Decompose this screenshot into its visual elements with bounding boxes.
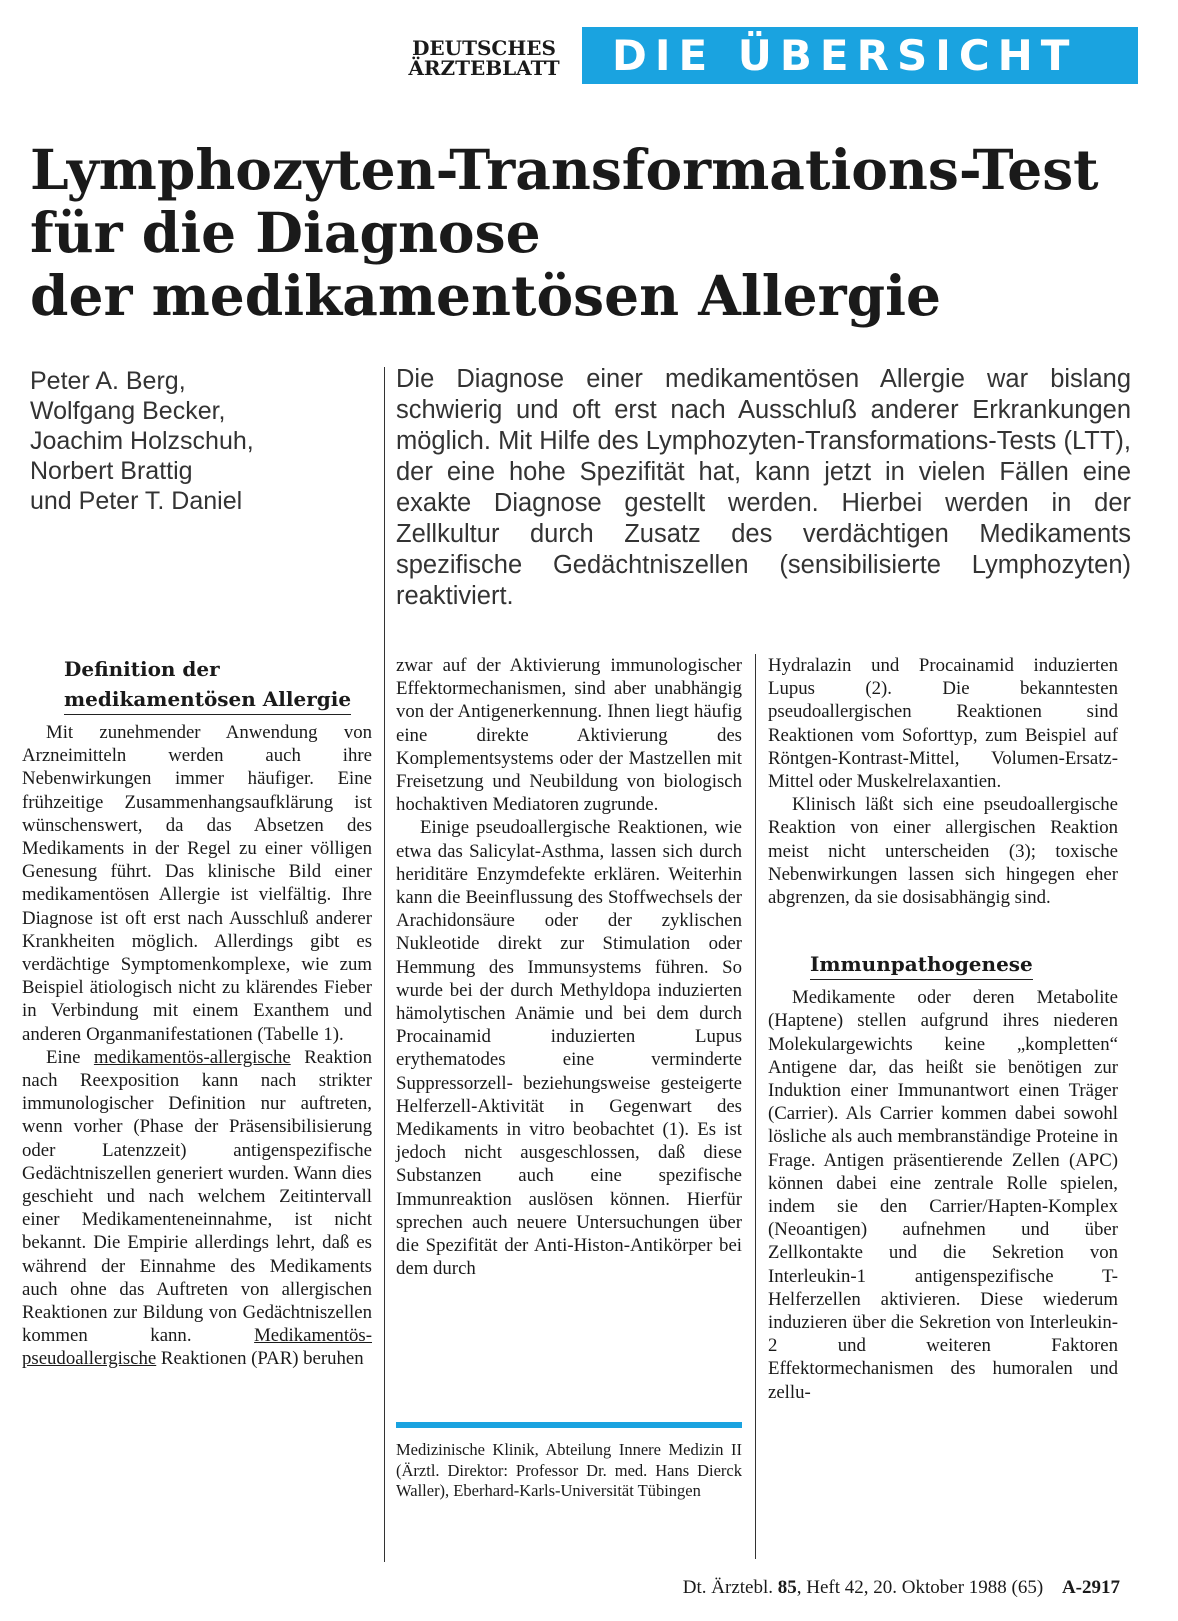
paragraph: Klinisch läßt sich eine pseudoallergische Reaktion von einer allergischen Reaktion meist nicht unterscheiden (3); toxische Nebenwirkungen lassen sich hingegen eher abgrenzen, da sie dosisabhängig sind. (768, 794, 1118, 909)
underlined-term: Medikamentös-pseudoallergische (22, 1325, 372, 1370)
author-list (30, 366, 360, 516)
body-column-2 (396, 654, 742, 1280)
section-heading-definition (64, 654, 351, 715)
paragraph: Hydralazin und Procainamid induzierten Lupus (2). Die bekanntesten pseudoallergischen Reaktionen sind Reaktionen vom Soforttyp, zum Beispiel auf Röntgen-Kontrast-Mittel, Volumen-Ersatz-Mittel oder Muskelrelaxantien. (768, 655, 1118, 793)
author: Joachim Holzschuh, (30, 427, 254, 455)
title-line-3: der medikamentösen Allergie (30, 263, 941, 328)
column-divider (384, 367, 385, 1562)
text-run: Reaktionen (PAR) beruhen (160, 1348, 364, 1370)
affiliation-rule (396, 1422, 742, 1428)
section-label: DIE ÜBERSICHT (612, 31, 1078, 80)
section-heading-immunpathogenese (810, 949, 1033, 980)
paragraph: Medikamente oder deren Metabolite (Haptene) stellen aufgrund ihres niederen Molekulargewichts keine „kompletten“ Antigene dar, das heißt sie benötigen zur Induktion einer Immunantwort einen Träger (Carrier). Als Carrier kommen dabei sowohl lösliche als auch membranständige Proteine in Frage. Antigen präsentierende Zellen (APC) können dabei eine zentrale Rolle spielen, indem sie den Carrier/Hapten-Komplex (Neoantigen) aufnehmen und über Zellkontakte und die Sekretion von Interleukin-1 antigenspezifische T-Helferzellen aktivieren. Diese wiederum induzieren über die Sekretion von Interleukin-2 und weiteren Faktoren Effektormechanismen des humoralen und zellu- (768, 987, 1118, 1403)
text-run: Eine (46, 1046, 81, 1068)
logo-line-1: DEUTSCHES (412, 36, 556, 60)
paragraph: Einige pseudoallergische Reaktionen, wie etwa das Salicylat-Asthma, lassen sich durch heriditäre Enzymdefekte erklären. Weiterhin kann die Beeinflussung des Stoffwechsels der Arachidonsäure oder der zyklischen Nukleotide direkt zur Stimulation oder Hemmung des Immunsystems führen. So wurde bei der durch Methyldopa induzierten hämolytischen Anämie und bei dem durch Procainamid induzierten Lupus erythematodes eine verminderte Suppressorzell- beziehungsweise gesteigerte Helferzell-Aktivität in Gegenwart des Medikaments in vitro beobachtet (1). Es ist jedoch nicht ausgeschlossen, daß diese Substanzen auch eine spezifische Immunreaktion auslösen können. Hierfür sprechen auch neuere Untersuchungen über die Spezifität der Anti-Histon-Antikörper bei dem durch (396, 817, 742, 1280)
paragraph: Mit zunehmender Anwendung von Arzneimitteln werden auch ihre Nebenwirkungen immer häufiger. Eine frühzeitige Zusammenhangsaufklärung ist wünschenswert, da das Absetzen des Medikaments in der Regel zu einer völligen Genesung führt. Das klinische Bild einer medikamentösen Allergie ist vielfältig. Ihre Diagnose ist oft erst nach Ausschluß anderer Krankheiten möglich. Allerdings gibt es verdächtige Symptomenkomplexe, wie zum Beispiel ätiologisch nicht zu klärendes Fieber in Verbindung mit einem Exanthem und anderen Organmanifestationen (Tabelle 1). (22, 722, 372, 1045)
title-line-2: für die Diagnose (30, 200, 541, 265)
text-run: Reaktion nach Reexposition kann nach strikter immunologischer Definition nur auftreten, wenn vorher (Phase der Präsensibilisierung oder Latenzzeit) antigenspezifische Gedächtniszellen generiert wurden. Wann dies geschieht und nach welchem Zeitintervall einer Medikamenteneinnahme, ist nicht bekannt. Die Empirie allerdings lehrt, daß es während der Einnahme des Medikaments auch ohne das Auftreten von allergischen Reaktionen zur Bildung von Gedächtniszellen kommen kann. (22, 1046, 372, 1347)
paragraph (22, 1046, 372, 1371)
author-affiliation: Medizinische Klinik, Abteilung Innere Medizin II (Ärztl. Direktor: Professor Dr. med. Hans Dierck Waller), Eberhard-Karls-Universität Tübingen (396, 1440, 742, 1500)
body-column-3 (768, 654, 1118, 1404)
title-line-1: Lymphozyten-Transformations-Test (30, 137, 1099, 202)
page-footer (580, 1577, 1120, 1599)
body-column-1 (22, 654, 372, 1371)
citation-prefix: Dt. Ärztebl. (682, 1577, 773, 1598)
article-title (30, 138, 1160, 327)
heading-line: Definition der (64, 657, 220, 681)
author: Peter A. Berg, (30, 367, 186, 395)
abstract: Die Diagnose einer medikamentösen Allergie war bislang schwierig und oft erst nach Ausschluß anderer Erkrankungen möglich. Mit Hilfe des Lymphozyten-Transformations-Tests (LTT), der eine hohe Spezifität hat, kann jetzt in vielen Fällen eine exakte Diagnose gestellt werden. Hierbei werden in der Zellkultur durch Zusatz des verdächtigen Medikaments spezifische Gedächtniszellen (sensibilisierte Lymphozyten) reaktiviert. (396, 365, 1131, 610)
heading-line: Immunpathogenese (810, 949, 1033, 980)
volume-number: 85 (777, 1577, 797, 1598)
author: Wolfgang Becker, (30, 397, 226, 425)
paragraph: zwar auf der Aktivierung immunologischer Effektormechanismen, sind aber unabhängig von der Antigenerkennung. Ihnen liegt häufig eine direkte Aktivierung des Komplementsystems oder der Mastzellen mit Freisetzung und Neubildung von biologisch hochaktiven Mediatoren zugrunde. (396, 655, 742, 816)
section-banner (582, 27, 1138, 84)
heading-line: medikamentösen Allergie (64, 684, 351, 715)
author: und Peter T. Daniel (30, 487, 243, 515)
author: Norbert Brattig (30, 457, 193, 485)
column-divider (755, 654, 756, 1559)
logo-line-2: ÄRZTEBLATT (408, 56, 560, 80)
journal-logo (384, 38, 584, 78)
page-number: A-2917 (1061, 1577, 1120, 1598)
citation-rest: , Heft 42, 20. Oktober 1988 (65) (796, 1577, 1044, 1598)
underlined-term: medikamentös-allergische (93, 1046, 291, 1068)
